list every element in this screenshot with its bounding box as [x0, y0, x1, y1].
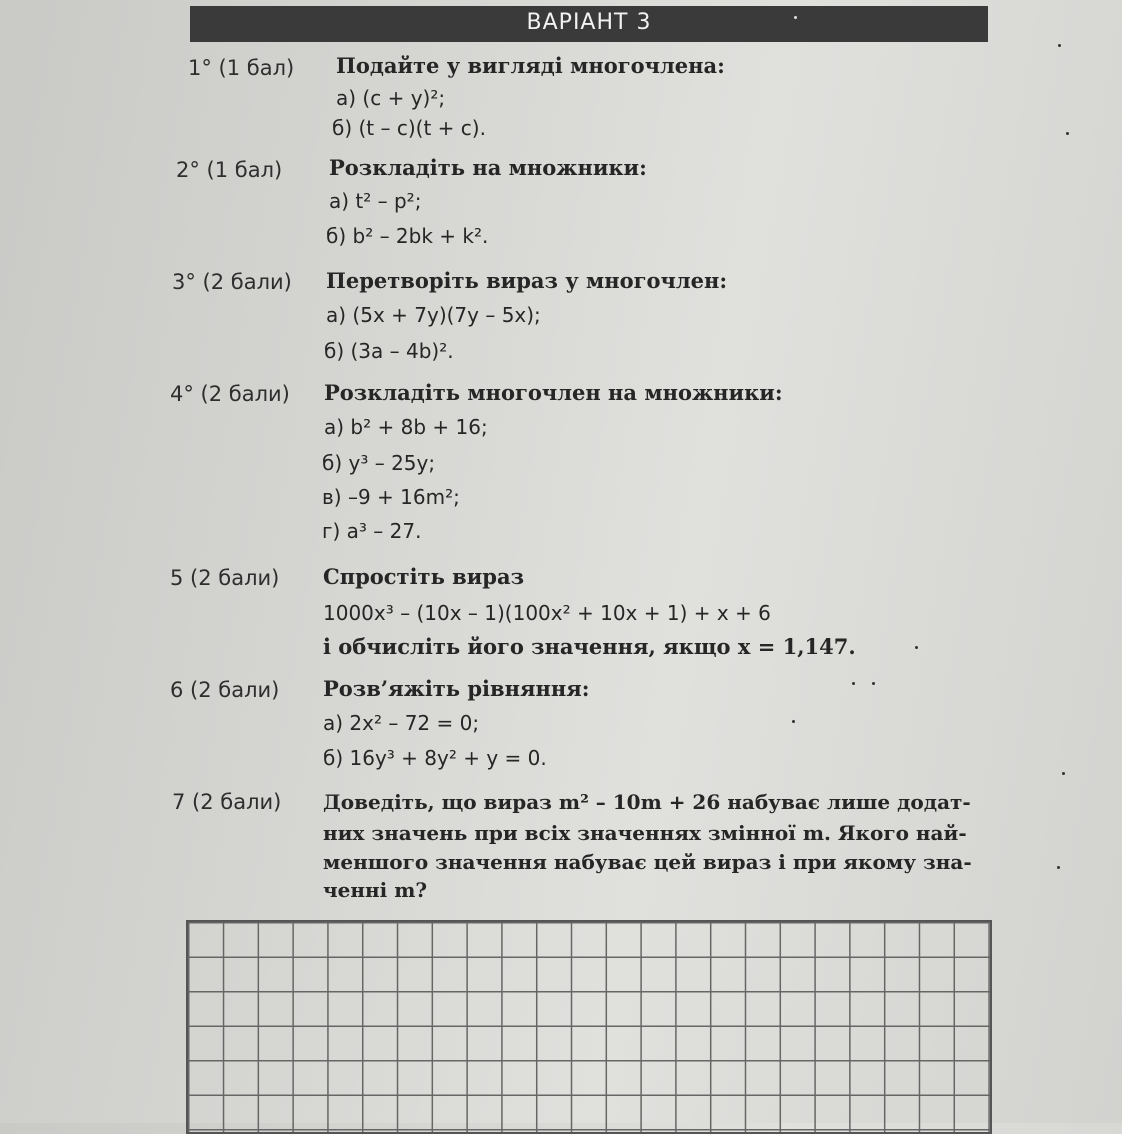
- task-7-line-2: них значень при всіх значеннях змінної m. Якого най-: [323, 821, 967, 845]
- task-1-item-a: а) (c + y)²;: [336, 86, 446, 110]
- task-6-item-b: б) 16y³ + 8y² + y = 0.: [323, 746, 547, 770]
- task-6-prompt: Розв’яжіть рівняння:: [323, 676, 590, 701]
- task-6-points: 6 (2 бали): [170, 678, 280, 702]
- paper-speck: [1058, 44, 1061, 47]
- task-4-item-b: б) y³ – 25y;: [322, 451, 436, 475]
- paper-speck: [794, 16, 797, 19]
- task-2-prompt: Розкладіть на множники:: [329, 155, 647, 180]
- paper-speck: [792, 720, 795, 723]
- paper-speck: [1057, 866, 1060, 869]
- variant-header: [190, 6, 988, 42]
- task-3-prompt: Перетворіть вираз у многочлен:: [326, 268, 728, 293]
- task-7-points: 7 (2 бали): [172, 790, 282, 814]
- task-1-points: 1° (1 бал): [188, 56, 295, 80]
- task-6-item-a: а) 2x² – 72 = 0;: [323, 711, 480, 735]
- task-4-item-a: а) b² + 8b + 16;: [324, 415, 488, 439]
- task-7-prompt: Доведіть, що вираз m² – 10m + 26 набуває лише додат-: [323, 790, 971, 814]
- task-5-evaluate: і обчисліть його значення, якщо x = 1,147.: [323, 634, 856, 659]
- task-3-item-b: б) (3a – 4b)².: [324, 339, 454, 363]
- task-7-line-3: меншого значення набуває цей вираз і при якому зна-: [323, 850, 972, 874]
- variant-title: ВАРІАНТ 3: [526, 10, 652, 35]
- paper-speck: [1066, 132, 1069, 135]
- task-3-points: 3° (2 бали): [172, 270, 292, 294]
- paper-speck: [872, 682, 875, 685]
- paper-speck: [1062, 772, 1065, 775]
- task-5-prompt: Спростіть вираз: [323, 564, 524, 589]
- task-5-points: 5 (2 бали): [170, 566, 280, 590]
- paper-speck: [852, 682, 855, 685]
- task-1-item-b: б) (t – c)(t + c).: [332, 116, 486, 140]
- task-2-points: 2° (1 бал): [176, 158, 283, 182]
- paper-speck: [915, 646, 918, 649]
- task-1-prompt: Подайте у вигляді многочлена:: [336, 53, 725, 78]
- task-4-item-c: в) –9 + 16m²;: [322, 485, 460, 509]
- task-2-item-a: а) t² – p²;: [329, 189, 422, 213]
- task-5-expression: 1000x³ – (10x – 1)(100x² + 10x + 1) + x + 6: [323, 601, 771, 625]
- answer-grid: [186, 920, 992, 1134]
- task-7-line-4: ченні m?: [323, 878, 428, 902]
- task-4-item-d: г) a³ – 27.: [322, 519, 422, 543]
- task-4-prompt: Розкладіть многочлен на множники:: [324, 380, 783, 405]
- task-2-item-b: б) b² – 2bk + k².: [326, 224, 489, 248]
- task-4-points: 4° (2 бали): [170, 382, 290, 406]
- task-3-item-a: а) (5x + 7y)(7y – 5x);: [326, 303, 541, 327]
